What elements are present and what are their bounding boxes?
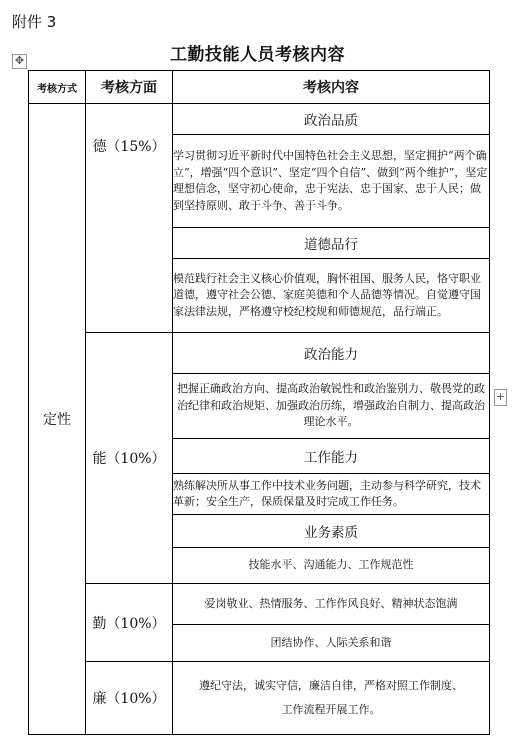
header-content: 考核内容 [173, 71, 490, 104]
content-cell: 爱岗敬业、热情服务、工作作风良好、精神状态饱满 [173, 584, 490, 625]
content-cell: 学习贯彻习近平新时代中国特色社会主义思想，坚定拥护“两个确立”，增强“四个意识”、坚定“四个自信”、做到“两个维护”，坚定理想信念，坚守初心使命，忠于宪法、忠于国家、忠于人民；做到坚持原则、敢于斗争、善于斗争。 [173, 135, 490, 228]
subheading-cell: 工作能力 [173, 439, 490, 474]
aspect-cell-de: 德（15%） [86, 104, 173, 333]
header-aspect: 考核方面 [86, 71, 173, 104]
table-row [29, 333, 490, 374]
method-cell: 定性 [29, 104, 86, 735]
content-line: 工作流程开展工作。 [281, 703, 381, 716]
add-row-handle-icon[interactable]: + [494, 389, 507, 406]
subheading-cell: 政治品质 [173, 104, 490, 135]
table-row [29, 662, 490, 735]
content-cell: 技能水平、沟通能力、工作规范性 [173, 548, 490, 584]
content-cell: 把握正确政治方向、提高政治敏锐性和政治鉴别力、敬畏党的政治纪律和政治规矩、加强政治历练，增强政治自制力、提高政治理论水平。 [173, 374, 490, 439]
header-method: 考核方式 [29, 71, 86, 104]
table-row [29, 584, 490, 625]
table-header-row [29, 71, 490, 104]
subheading-cell: 业务素质 [173, 515, 490, 548]
content-cell: 团结协作、人际关系和谐 [173, 625, 490, 662]
content-cell [173, 662, 490, 735]
attachment-label: 附件 3 [12, 13, 57, 31]
document-title: 工勤技能人员考核内容 [170, 45, 345, 65]
aspect-cell-qin: 勤（10%） [86, 584, 173, 662]
subheading-cell: 道德品行 [173, 228, 490, 259]
table-row [29, 104, 490, 135]
assessment-table [28, 70, 490, 735]
content-cell: 熟练解决所从事工作中技术业务问题，主动参与科学研究，技术革新；安全生产，保质保量及时完成工作任务。 [173, 474, 490, 515]
table-move-handle-icon[interactable]: ✥ [12, 54, 27, 69]
aspect-cell-neng: 能（10%） [86, 333, 173, 584]
subheading-cell: 政治能力 [173, 333, 490, 374]
aspect-cell-lian: 廉（10%） [86, 662, 173, 735]
content-line: 遵纪守法，诚实守信，廉洁自律，严格对照工作制度、 [199, 679, 463, 692]
content-cell: 模范践行社会主义核心价值观，胸怀祖国、服务人民，恪守职业道德，遵守社会公德、家庭美德和个人品德等情况。自觉遵守国家法律法规，严格遵守校纪校规和师德规范，品行端正。 [173, 259, 490, 333]
